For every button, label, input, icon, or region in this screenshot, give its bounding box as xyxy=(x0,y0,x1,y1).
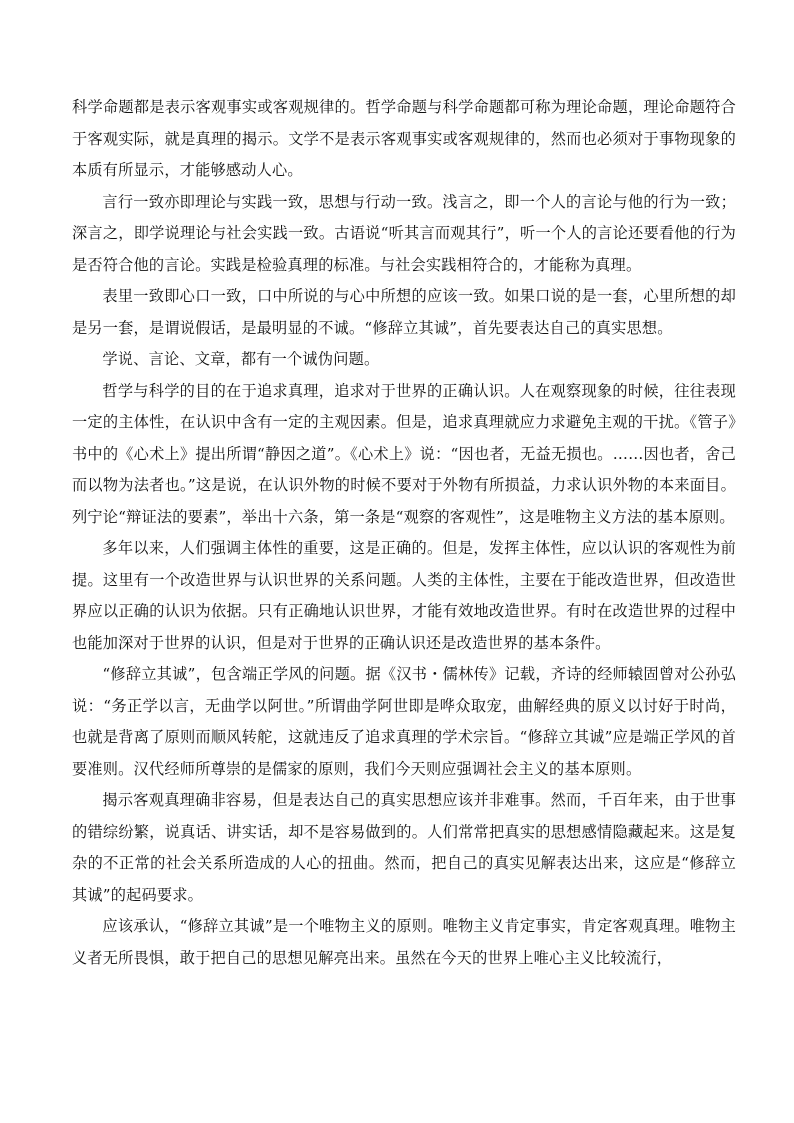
paragraph-8: 揭示客观真理确非容易，但是表达自己的真实思想应该并非难事。然而，千百年来，由于世事的错综纷繁，说真话、讲实话，却不是容易做到的。人们常常把真实的思想感情隐藏起来。这是复杂的不正常的社会关系所造成的人心的扭曲。然而，把自己的真实见解表达出来，这应是“修辞立其诚”的起码要求。 xyxy=(72,791,736,904)
paragraph-6: 多年以来，人们强调主体性的重要，这是正确的。但是，发挥主体性，应以认识的客观性为前提。这里有一个改造世界与认识世界的关系问题。人类的主体性，主要在于能改造世界，但改造世界应以正确的认识为依据。只有正确地认识世界，才能有效地改造世界。有时在改造世界的过程中也能加深对于世界的认识，但是对于世界的正确认识还是改造世界的基本条件。 xyxy=(72,539,736,652)
document-page xyxy=(72,92,736,974)
paragraph-9: 应该承认，“修辞立其诚”是一个唯物主义的原则。唯物主义肯定事实，肯定客观真理。唯物主义者无所畏惧，敢于把自己的思想见解亮出来。虽然在今天的世界上唯心主义比较流行， xyxy=(72,917,736,967)
paragraph-3: 表里一致即心口一致，口中所说的与心中所想的应该一致。如果口说的是一套，心里所想的却是另一套，是谓说假话，是最明显的不诚。“修辞立其诚”，首先要表达自己的真实思想。 xyxy=(72,287,736,337)
paragraph-5: 哲学与科学的目的在于追求真理，追求对于世界的正确认识。人在观察现象的时候，往往表现一定的主体性，在认识中含有一定的主观因素。但是，追求真理就应力求避免主观的干扰。《管子》书中的《心术上》提出所谓“静因之道”。《心术上》说：“因也者，无益无损也。……因也者，舍己而以物为法者也。”这是说，在认识外物的时候不要对于外物有所损益，力求认识外物的本来面目。列宁论“辩证法的要素”，举出十六条，第一条是“观察的客观性”，这是唯物主义方法的基本原则。 xyxy=(72,381,736,526)
paragraph-4: 学说、言论、文章，都有一个诚伪问题。 xyxy=(102,350,380,368)
paragraph-2: 言行一致亦即理论与实践一致，思想与行动一致。浅言之，即一个人的言论与他的行为一致；深言之，即学说理论与社会实践一致。古语说“听其言而观其行”，听一个人的言论还要看他的行为是否符合他的言论。实践是检验真理的标准。与社会实践相符合的，才能称为真理。 xyxy=(72,192,736,274)
paragraph-7: “修辞立其诚”，包含端正学风的问题。据《汉书・儒林传》记载，齐诗的经师辕固曾对公孙弘说：“务正学以言，无曲学以阿世。”所谓曲学阿世即是哗众取宠，曲解经典的原义以讨好于时尚，也就是背离了原则而顺风转舵，这就违反了追求真理的学术宗旨。“修辞立其诚”应是端正学风的首要准则。汉代经师所尊崇的是儒家的原则，我们今天则应强调社会主义的基本原则。 xyxy=(72,665,736,778)
paragraph-1: 科学命题都是表示客观事实或客观规律的。哲学命题与科学命题都可称为理论命题，理论命题符合于客观实际，就是真理的揭示。文学不是表示客观事实或客观规律的，然而也必须对于事物现象的本质有所显示，才能够感动人心。 xyxy=(72,98,736,179)
